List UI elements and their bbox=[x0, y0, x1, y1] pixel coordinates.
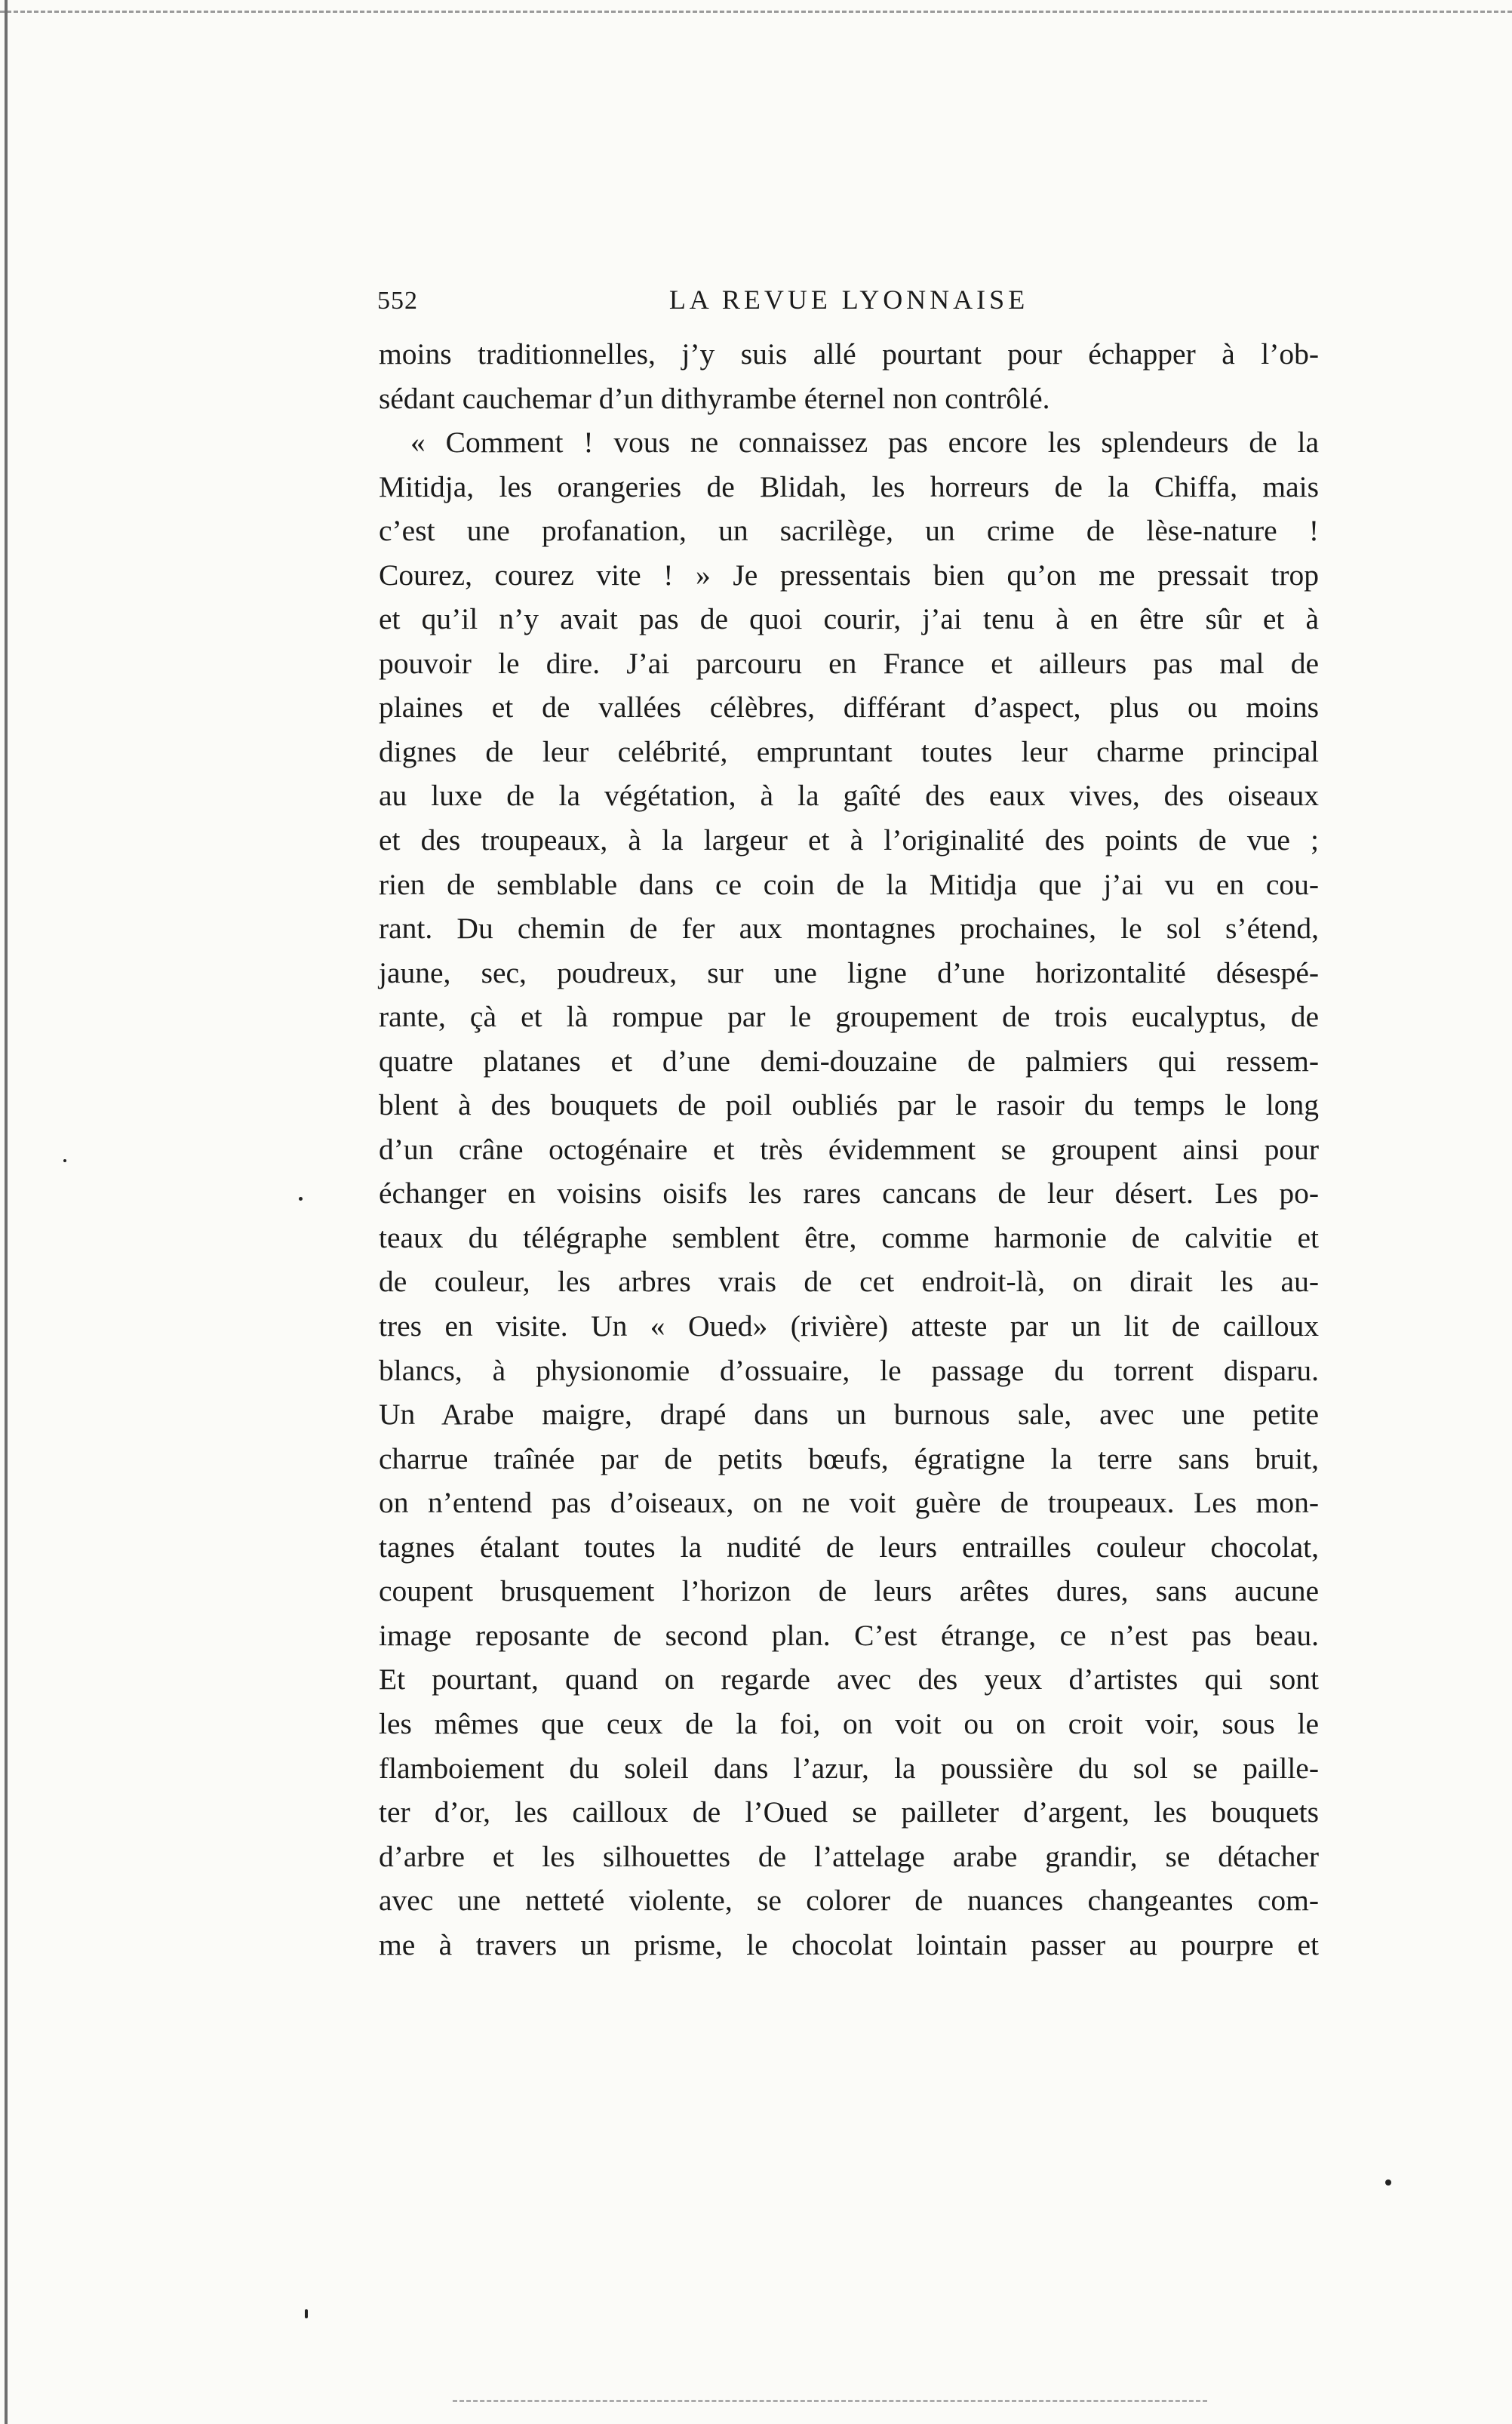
scan-speck bbox=[299, 1197, 303, 1201]
text-line: Et pourtant, quand on regarde avec des yeux d’artistes qui sont bbox=[379, 1663, 1319, 1696]
scan-edge-top bbox=[0, 11, 1512, 13]
text-line: quatre platanes et d’une demi-douzaine de palmiers qui ressem- bbox=[379, 1044, 1319, 1078]
text-line: et des troupeaux, à la largeur et à l’originalité des points de vue ; bbox=[379, 823, 1319, 857]
text-line: au luxe de la végétation, à la gaîté des eaux vives, des oiseaux bbox=[379, 779, 1319, 813]
text-line: avec une netteté violente, se colorer de nuances changeantes com- bbox=[379, 1884, 1319, 1918]
scan-edge-left bbox=[5, 0, 8, 2424]
text-line: rien de semblable dans ce coin de la Mitidja que j’ai vu en cou- bbox=[379, 867, 1319, 901]
text-line: d’arbre et les silhouettes de l’attelage arabe grandir, se détacher bbox=[379, 1839, 1319, 1873]
text-line: et qu’il n’y avait pas de quoi courir, j’ai tenu à en être sûr et à bbox=[379, 602, 1319, 636]
running-title: LA REVUE LYONNAISE bbox=[668, 285, 1029, 315]
text-line: dignes de leur celébrité, empruntant toutes leur charme principal bbox=[379, 734, 1319, 768]
text-line: plaines et de vallées célèbres, différant d’aspect, plus ou moins bbox=[379, 691, 1319, 724]
scan-edge-bottom bbox=[453, 2400, 1207, 2402]
text-line: rante, çà et là rompue par le groupement de trois eucalyptus, de bbox=[379, 1000, 1319, 1034]
text-line: tres en visite. Un « Oued» (rivière) atteste par un lit de cailloux bbox=[379, 1309, 1319, 1343]
text-line: Courez, courez vite ! » Je pressentais bien qu’on me pressait trop bbox=[379, 558, 1319, 592]
text-line: me à travers un prisme, le chocolat lointain passer au pourpre et bbox=[379, 1927, 1319, 1961]
text-line: on n’entend pas d’oiseaux, on ne voit guère de troupeaux. Les mon- bbox=[379, 1486, 1319, 1520]
scan-speck bbox=[305, 2309, 308, 2318]
text-line: pouvoir le dire. J’ai parcouru en France et ailleurs pas mal de bbox=[379, 646, 1319, 680]
text-line: coupent brusquement l’horizon de leurs arêtes dures, sans aucune bbox=[379, 1574, 1319, 1608]
text-line: teaux du télégraphe semblent être, comme harmonie de calvitie et bbox=[379, 1220, 1319, 1254]
text-line: ter d’or, les cailloux de l’Oued se pailleter d’argent, les bouquets bbox=[379, 1795, 1319, 1829]
scan-speck bbox=[1385, 2179, 1391, 2186]
text-line: moins traditionnelles, j’y suis allé pourtant pour échapper à l’ob- bbox=[379, 337, 1319, 371]
text-line: les mêmes que ceux de la foi, on voit ou on croit voir, sous le bbox=[379, 1706, 1319, 1740]
text-line: Mitidja, les orangeries de Blidah, les horreurs de la Chiffa, mais bbox=[379, 469, 1319, 503]
text-line: image reposante de second plan. C’est étrange, ce n’est pas beau. bbox=[379, 1618, 1319, 1652]
text-line: « Comment ! vous ne connaissez pas encore les splendeurs de la bbox=[410, 426, 1319, 460]
text-line: d’un crâne octogénaire et très évidemment se groupent ainsi pour bbox=[379, 1132, 1319, 1166]
text-line: blent à des bouquets de poil oubliés par le rasoir du temps le long bbox=[379, 1088, 1319, 1122]
body-text bbox=[379, 332, 1319, 1967]
text-line: tagnes étalant toutes la nudité de leurs entrailles couleur chocolat, bbox=[379, 1530, 1319, 1564]
page-number: 552 bbox=[377, 287, 418, 315]
text-line: flamboiement du soleil dans l’azur, la poussière du sol se paille- bbox=[379, 1751, 1319, 1785]
text-line: rant. Du chemin de fer aux montagnes prochaines, le sol s’étend, bbox=[379, 912, 1319, 946]
scan-speck bbox=[63, 1159, 66, 1162]
text-line: c’est une profanation, un sacrilège, un crime de lèse-nature ! bbox=[379, 514, 1319, 548]
text-line: de couleur, les arbres vrais de cet endroit-là, on dirait les au- bbox=[379, 1265, 1319, 1299]
text-line: jaune, sec, poudreux, sur une ligne d’une horizontalité désespé- bbox=[379, 955, 1319, 989]
text-line: charrue traînée par de petits bœufs, égratigne la terre sans bruit, bbox=[379, 1441, 1319, 1475]
page-header bbox=[377, 281, 1320, 326]
text-line: blancs, à physionomie d’ossuaire, le passage du torrent disparu. bbox=[379, 1353, 1319, 1387]
text-line: échanger en voisins oisifs les rares cancans de leur désert. Les po- bbox=[379, 1177, 1319, 1210]
text-line: sédant cauchemar d’un dithyrambe éternel non contrôlé. bbox=[379, 381, 1050, 415]
text-line: Un Arabe maigre, drapé dans un burnous sale, avec une petite bbox=[379, 1398, 1319, 1432]
